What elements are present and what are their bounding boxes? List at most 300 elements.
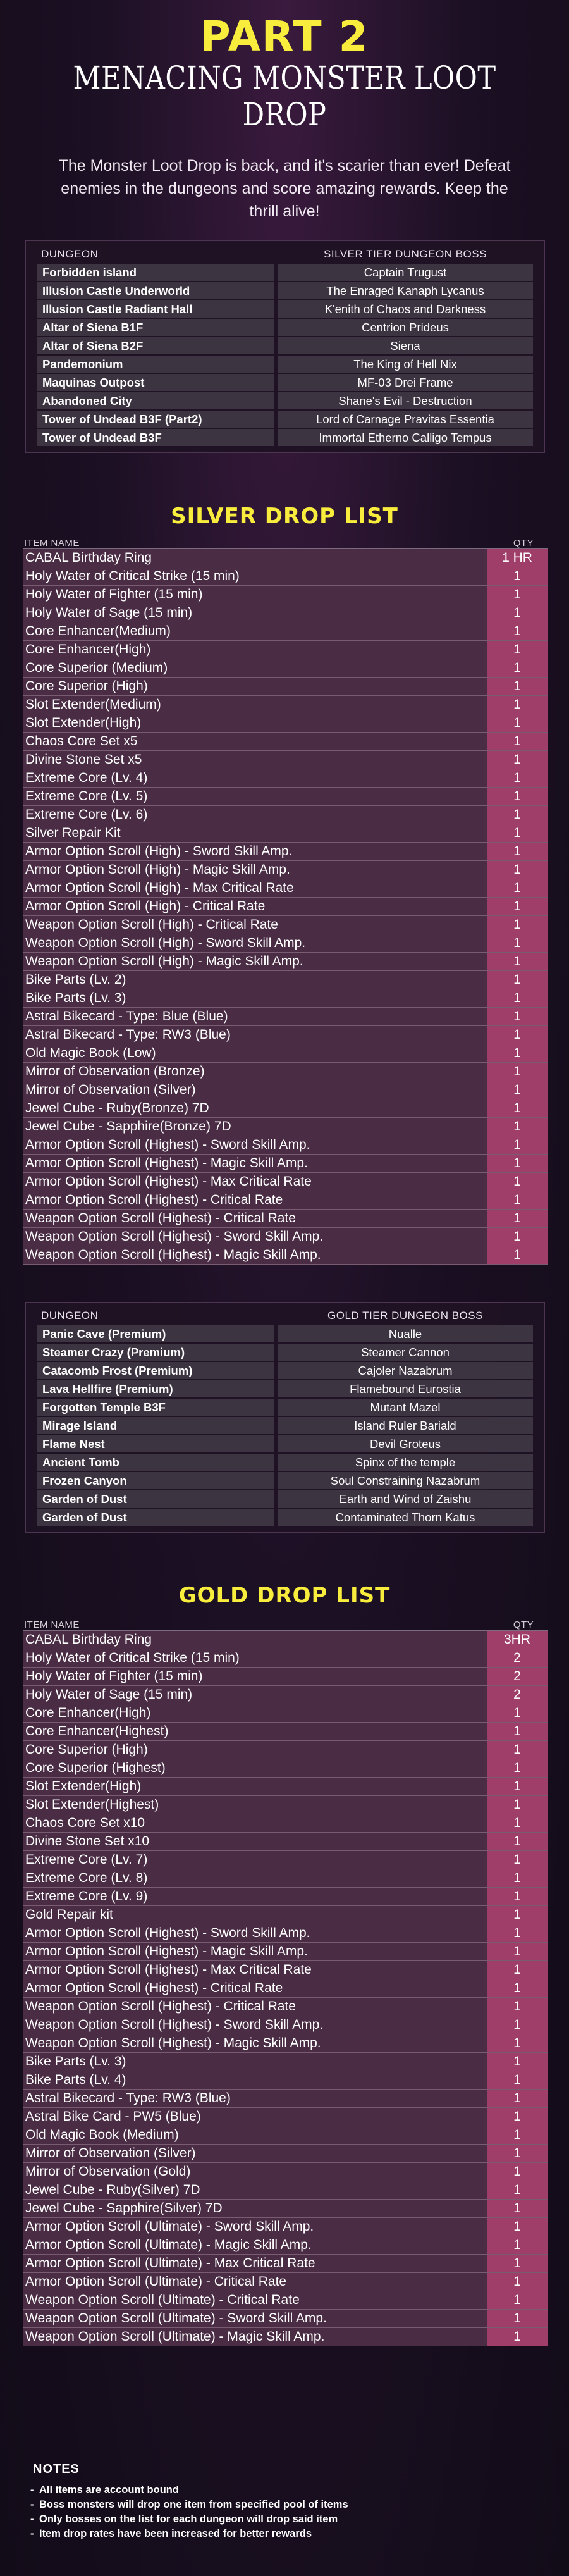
item-qty: 2	[487, 1668, 548, 1685]
item-name: Armor Option Scroll (Ultimate) - Max Critical Rate	[25, 2256, 315, 2270]
drop-item-row	[23, 604, 548, 622]
dungeon-name: Lava Hellfire (Premium)	[37, 1380, 274, 1397]
item-name: Gold Repair kit	[25, 1907, 113, 1922]
item-name: Chaos Core Set x10	[25, 1816, 145, 1830]
drop-item-row	[23, 1099, 548, 1118]
item-name: Core Enhancer(Highest)	[25, 1724, 169, 1738]
drop-item-row	[23, 2145, 548, 2163]
drop-item-row	[23, 1631, 548, 1649]
boss-row	[37, 1509, 533, 1526]
boss-row	[37, 429, 533, 446]
dungeon-column-header: DUNGEON	[41, 248, 99, 260]
boss-row	[37, 356, 533, 373]
boss-row	[37, 1380, 533, 1397]
item-qty: 1	[487, 714, 548, 732]
item-name: Armor Option Scroll (Ultimate) - Sword Skill Amp.	[25, 2219, 314, 2234]
dungeon-name: Catacomb Frost (Premium)	[37, 1362, 274, 1379]
note-item: - Item drop rates have been increased for better rewards	[33, 2527, 539, 2541]
item-qty: 1	[487, 1704, 548, 1722]
drop-item-row	[23, 1869, 548, 1888]
item-name: Armor Option Scroll (High) - Sword Skill Amp.	[25, 844, 293, 858]
drop-item-row	[23, 2255, 548, 2273]
boss-name: MF-03 Drei Frame	[278, 374, 533, 391]
boss-row	[37, 264, 533, 281]
item-name: Armor Option Scroll (Highest) - Critical Rate	[25, 1192, 283, 1207]
item-qty: 1	[487, 1759, 548, 1777]
boss-row	[37, 411, 533, 428]
dungeon-name: Flame Nest	[37, 1435, 274, 1452]
item-name: Chaos Core Set x5	[25, 734, 138, 748]
item-qty: 1	[487, 1851, 548, 1869]
item-name: Core Superior (Medium)	[25, 660, 168, 675]
intro-text: The Monster Loot Drop is back, and it's scarier than ever! Defeat enemies in the dungeons and score amazing rewards. Keep the thrill alive!	[58, 157, 511, 220]
drop-item-row	[23, 1246, 548, 1265]
item-name: Mirror of Observation (Gold)	[25, 2164, 191, 2179]
item-name: Old Magic Book (Low)	[25, 1046, 156, 1060]
gold-boss-table	[25, 1302, 545, 1533]
boss-name: Lord of Carnage Pravitas Essentia	[278, 411, 533, 428]
item-qty: 1	[487, 2273, 548, 2291]
drop-item-row	[23, 2126, 548, 2145]
item-name: Slot Extender(High)	[25, 1779, 142, 1793]
item-name: Astral Bikecard - Type: RW3 (Blue)	[25, 1027, 231, 1042]
dungeon-name: Forgotten Temple B3F	[37, 1399, 274, 1416]
dungeon-name: Mirage Island	[37, 1417, 274, 1434]
drop-item-row	[23, 1906, 548, 1924]
item-qty: 1	[487, 2126, 548, 2144]
drop-item-row	[23, 659, 548, 678]
drop-item-row	[23, 1943, 548, 1961]
item-name: Armor Option Scroll (Highest) - Sword Skill Amp.	[25, 1137, 310, 1152]
item-qty: 1	[487, 2090, 548, 2107]
drop-item-row	[23, 714, 548, 733]
item-name: Divine Stone Set x5	[25, 752, 142, 767]
item-qty: 1	[487, 641, 548, 659]
drop-item-row	[23, 916, 548, 934]
item-name: Bike Parts (Lv. 3)	[25, 991, 126, 1005]
drop-item-row	[23, 1686, 548, 1704]
item-qty: 1	[487, 1961, 548, 1979]
drop-item-row	[23, 1118, 548, 1136]
boss-name: Earth and Wind of Zaishu	[278, 1490, 533, 1508]
item-name: Weapon Option Scroll (Ultimate) - Critical Rate	[25, 2293, 300, 2307]
boss-name: Soul Constraining Nazabrum	[278, 1472, 533, 1489]
drop-item-row	[23, 953, 548, 971]
dungeon-name: Panic Cave (Premium)	[37, 1325, 274, 1342]
boss-row	[37, 1362, 533, 1379]
header	[0, 0, 569, 223]
item-name: Weapon Option Scroll (High) - Sword Skill Amp.	[25, 936, 306, 950]
item-qty: 1	[487, 1869, 548, 1887]
dungeon-name: Garden of Dust	[37, 1490, 274, 1508]
drop-item-row	[23, 2163, 548, 2181]
item-qty: 1	[487, 1924, 548, 1942]
item-qty: 1	[487, 1796, 548, 1814]
item-qty: 1	[487, 971, 548, 989]
drop-item-row	[23, 1851, 548, 1869]
item-qty: 1	[487, 751, 548, 769]
item-qty: 1	[487, 879, 548, 897]
dungeon-name: Altar of Siena B1F	[37, 319, 274, 336]
drop-item-row	[23, 733, 548, 751]
drop-item-row	[23, 2053, 548, 2071]
boss-row	[37, 1472, 533, 1489]
drop-item-row	[23, 586, 548, 604]
drop-item-row	[23, 1924, 548, 1943]
item-name: Weapon Option Scroll (High) - Magic Skill Amp.	[25, 954, 303, 969]
item-qty: 1	[487, 1833, 548, 1850]
item-name: Holy Water of Critical Strike (15 min)	[25, 569, 240, 583]
item-qty: 1	[487, 2328, 548, 2346]
item-qty: 1	[487, 2108, 548, 2126]
drop-item-row	[23, 1008, 548, 1026]
drop-item-row	[23, 2090, 548, 2108]
item-qty: 1	[487, 622, 548, 640]
item-qty: 1	[487, 2163, 548, 2181]
drop-item-row	[23, 2034, 548, 2053]
item-name: Weapon Option Scroll (Highest) - Critical Rate	[25, 1999, 296, 2014]
dungeon-name: Steamer Crazy (Premium)	[37, 1344, 274, 1361]
drop-item-row	[23, 678, 548, 696]
item-qty: 1	[487, 1008, 548, 1025]
drop-item-row	[23, 1888, 548, 1906]
item-qty: 1	[487, 1155, 548, 1172]
drop-item-row	[23, 971, 548, 989]
item-name: Holy Water of Fighter (15 min)	[25, 1669, 203, 1683]
drop-item-row	[23, 879, 548, 898]
dungeon-name: Pandemonium	[37, 356, 274, 373]
note-item: - Boss monsters will drop one item from specified pool of items	[33, 2498, 539, 2512]
drop-item-row	[23, 1704, 548, 1723]
item-name: Extreme Core (Lv. 7)	[25, 1852, 148, 1867]
boss-row	[37, 282, 533, 299]
drop-item-row	[23, 1961, 548, 1979]
dungeon-name: Frozen Canyon	[37, 1472, 274, 1489]
item-name: Astral Bikecard - Type: RW3 (Blue)	[25, 2091, 231, 2105]
item-name: Armor Option Scroll (Highest) - Magic Skill Amp.	[25, 1944, 308, 1959]
item-qty: 1	[487, 2255, 548, 2272]
gold-drop-title: GOLD DROP LIST	[178, 1583, 391, 1608]
item-name: Jewel Cube - Sapphire(Bronze) 7D	[25, 1119, 231, 1134]
drop-item-row	[23, 1210, 548, 1228]
item-name: Holy Water of Sage (15 min)	[25, 605, 193, 620]
boss-row	[37, 392, 533, 409]
item-name: Armor Option Scroll (Highest) - Max Critical Rate	[25, 1174, 312, 1189]
drop-item-row	[23, 1998, 548, 2016]
item-name: Mirror of Observation (Bronze)	[25, 1064, 205, 1079]
boss-row	[37, 319, 533, 336]
gold-drop-list	[23, 1619, 548, 2346]
drop-item-row	[23, 2291, 548, 2310]
boss-row	[37, 1344, 533, 1361]
item-name: Extreme Core (Lv. 6)	[25, 807, 148, 822]
boss-row	[37, 374, 533, 391]
item-name: Weapon Option Scroll (Highest) - Sword Skill Amp.	[25, 1229, 324, 1244]
boss-row	[37, 1490, 533, 1508]
item-qty: 1	[487, 1173, 548, 1191]
drop-item-row	[23, 989, 548, 1008]
drop-item-row	[23, 567, 548, 586]
table-header	[23, 538, 548, 549]
item-qty: 1	[487, 567, 548, 585]
item-name: Armor Option Scroll (Ultimate) - Critical Rate	[25, 2274, 287, 2289]
item-name: Armor Option Scroll (High) - Critical Rate	[25, 899, 266, 913]
drop-item-row	[23, 2273, 548, 2291]
boss-name: Nualle	[278, 1325, 533, 1342]
drop-item-row	[23, 2310, 548, 2328]
item-name: Core Enhancer(Medium)	[25, 624, 171, 638]
item-qty: 1	[487, 2236, 548, 2254]
boss-column-header: SILVER TIER DUNGEON BOSS	[324, 248, 487, 260]
item-qty: 3HR	[487, 1631, 548, 1649]
boss-name: Siena	[278, 337, 533, 354]
item-name: Slot Extender(Highest)	[25, 1797, 159, 1812]
item-qty: 1	[487, 1063, 548, 1081]
item-name-header: ITEM NAME	[24, 1619, 80, 1630]
item-name: Weapon Option Scroll (Ultimate) - Sword Skill Amp.	[25, 2311, 327, 2325]
item-name: Silver Repair Kit	[25, 826, 121, 840]
item-name: Jewel Cube - Ruby(Silver) 7D	[25, 2183, 200, 2197]
item-name: Core Superior (High)	[25, 1742, 148, 1757]
drop-item-row	[23, 2016, 548, 2034]
item-qty: 1	[487, 843, 548, 860]
item-name: Astral Bike Card - PW5 (Blue)	[25, 2109, 201, 2124]
item-qty: 1	[487, 1906, 548, 1924]
boss-name: The Enraged Kanaph Lycanus	[278, 282, 533, 299]
drop-item-row	[23, 2200, 548, 2218]
drop-item-row	[23, 751, 548, 769]
boss-column-header: GOLD TIER DUNGEON BOSS	[327, 1310, 483, 1322]
item-qty: 1	[487, 1943, 548, 1960]
item-qty: 1	[487, 2218, 548, 2236]
item-qty: 1	[487, 953, 548, 970]
item-qty: 1	[487, 2145, 548, 2162]
item-qty: 1	[487, 1210, 548, 1227]
note-item: - All items are account bound	[33, 2483, 539, 2498]
item-name: CABAL Birthday Ring	[25, 1632, 152, 1647]
item-name: Armor Option Scroll (Highest) - Sword Skill Amp.	[25, 1926, 310, 1940]
dungeon-name: Altar of Siena B2F	[37, 337, 274, 354]
drop-item-row	[23, 1979, 548, 1998]
drop-item-row	[23, 2236, 548, 2255]
drop-item-row	[23, 1155, 548, 1173]
item-name: Extreme Core (Lv. 4)	[25, 771, 148, 785]
drop-item-row	[23, 1796, 548, 1814]
silver-drop-list	[23, 538, 548, 1265]
item-qty: 1	[487, 1136, 548, 1154]
item-qty: 1	[487, 1099, 548, 1117]
item-qty: 1	[487, 586, 548, 604]
drop-item-row	[23, 1759, 548, 1778]
item-qty: 1	[487, 1723, 548, 1740]
item-name: Weapon Option Scroll (Highest) - Sword Skill Amp.	[25, 2017, 324, 2032]
dungeon-name: Tower of Undead B3F	[37, 429, 274, 446]
item-qty: 1	[487, 1814, 548, 1832]
dungeon-name: Illusion Castle Underworld	[37, 282, 274, 299]
item-qty: 1	[487, 2053, 548, 2071]
table-header	[37, 246, 533, 263]
table-header	[23, 1619, 548, 1631]
drop-item-row	[23, 1191, 548, 1210]
drop-item-row	[23, 1833, 548, 1851]
drop-item-row	[23, 1228, 548, 1246]
qty-header: QTY	[513, 1619, 534, 1630]
drop-item-row	[23, 1741, 548, 1759]
item-name: Old Magic Book (Medium)	[25, 2127, 179, 2142]
item-name: Slot Extender(Medium)	[25, 697, 161, 712]
boss-name: Centrion Prideus	[278, 319, 533, 336]
drop-item-row	[23, 861, 548, 879]
boss-row	[37, 1435, 533, 1452]
boss-name: Spinx of the temple	[278, 1454, 533, 1471]
item-name: Armor Option Scroll (High) - Max Critical Rate	[25, 881, 294, 895]
drop-item-row	[23, 622, 548, 641]
item-qty: 1	[487, 806, 548, 824]
drop-item-row	[23, 1173, 548, 1191]
item-qty: 1	[487, 2200, 548, 2217]
drop-item-row	[23, 1649, 548, 1668]
drop-item-row	[23, 1044, 548, 1063]
drop-item-row	[23, 843, 548, 861]
item-name: Bike Parts (Lv. 3)	[25, 2054, 126, 2069]
boss-row	[37, 300, 533, 318]
dungeon-name: Tower of Undead B3F (Part2)	[37, 411, 274, 428]
boss-row	[37, 1399, 533, 1416]
item-qty: 1	[487, 1081, 548, 1099]
drop-item-row	[23, 696, 548, 714]
drop-item-row	[23, 806, 548, 824]
item-qty: 1	[487, 1118, 548, 1136]
item-qty: 1	[487, 1741, 548, 1759]
dungeon-column-header: DUNGEON	[41, 1310, 99, 1322]
item-qty: 1	[487, 1191, 548, 1209]
drop-item-row	[23, 934, 548, 953]
boss-name: Steamer Cannon	[278, 1344, 533, 1361]
silver-boss-table	[25, 240, 545, 453]
item-qty: 1	[487, 604, 548, 622]
item-name: Bike Parts (Lv. 4)	[25, 2072, 126, 2087]
item-qty: 1	[487, 1888, 548, 1905]
boss-name: K'enith of Chaos and Darkness	[278, 300, 533, 318]
drop-item-row	[23, 2181, 548, 2200]
boss-name: Contaminated Thorn Katus	[278, 1509, 533, 1526]
item-name: Extreme Core (Lv. 5)	[25, 789, 148, 803]
item-name: Bike Parts (Lv. 2)	[25, 972, 126, 987]
item-qty: 1	[487, 1246, 548, 1264]
drop-item-row	[23, 1063, 548, 1081]
item-qty: 1	[487, 898, 548, 915]
item-name: Weapon Option Scroll (High) - Critical Rate	[25, 917, 278, 932]
notes-list	[33, 2483, 539, 2541]
drop-item-row	[23, 2071, 548, 2090]
drop-item-row	[23, 2328, 548, 2346]
item-qty: 1	[487, 659, 548, 677]
boss-row	[37, 337, 533, 354]
item-qty: 1	[487, 2016, 548, 2034]
item-name: Armor Option Scroll (Highest) - Max Critical Rate	[25, 1962, 312, 1977]
item-name: Jewel Cube - Ruby(Bronze) 7D	[25, 1101, 209, 1115]
drop-item-row	[23, 2218, 548, 2236]
silver-drop-title: SILVER DROP LIST	[171, 504, 398, 529]
item-qty: 1	[487, 1044, 548, 1062]
boss-name: Shane's Evil - Destruction	[278, 392, 533, 409]
item-name: Weapon Option Scroll (Highest) - Critical Rate	[25, 1211, 296, 1225]
dungeon-name: Forbidden island	[37, 264, 274, 281]
drop-item-row	[23, 769, 548, 788]
dungeon-name: Garden of Dust	[37, 1509, 274, 1526]
drop-item-row	[23, 1814, 548, 1833]
drop-item-row	[23, 1778, 548, 1796]
drop-item-row	[23, 788, 548, 806]
table-header	[37, 1308, 533, 1324]
item-qty: 2	[487, 1649, 548, 1667]
item-name: Core Enhancer(High)	[25, 1706, 151, 1720]
boss-name: Immortal Etherno Calligo Tempus	[278, 429, 533, 446]
dungeon-name: Abandoned City	[37, 392, 274, 409]
boss-name: Captain Trugust	[278, 264, 533, 281]
item-name: Core Enhancer(High)	[25, 642, 151, 657]
item-name: CABAL Birthday Ring	[25, 550, 152, 565]
dungeon-name: Ancient Tomb	[37, 1454, 274, 1471]
item-qty: 1	[487, 696, 548, 714]
boss-row	[37, 1325, 533, 1342]
item-qty: 1	[487, 1778, 548, 1795]
part-title: PART 2	[200, 12, 369, 61]
drop-item-row	[23, 1026, 548, 1044]
qty-header: QTY	[513, 538, 534, 548]
item-name: Astral Bikecard - Type: Blue (Blue)	[25, 1009, 228, 1024]
item-name: Weapon Option Scroll (Highest) - Magic Skill Amp.	[25, 1248, 321, 1262]
item-qty: 1	[487, 989, 548, 1007]
item-qty: 1	[487, 1998, 548, 2016]
item-qty: 1	[487, 1228, 548, 1246]
drop-item-row	[23, 1136, 548, 1155]
item-name: Slot Extender(High)	[25, 715, 142, 730]
item-qty: 1	[487, 2034, 548, 2052]
boss-name: Cajoler Nazabrum	[278, 1362, 533, 1379]
boss-name: Flamebound Eurostia	[278, 1380, 533, 1397]
item-name: Armor Option Scroll (Ultimate) - Magic Skill Amp.	[25, 2238, 312, 2252]
item-name: Holy Water of Critical Strike (15 min)	[25, 1650, 240, 1665]
item-qty: 1	[487, 1979, 548, 1997]
drop-item-row	[23, 1668, 548, 1686]
notes-section	[33, 2462, 539, 2541]
item-name-header: ITEM NAME	[24, 538, 80, 548]
drop-item-row	[23, 641, 548, 659]
item-name: Divine Stone Set x10	[25, 1834, 150, 1848]
item-name: Jewel Cube - Sapphire(Silver) 7D	[25, 2201, 223, 2215]
drop-item-row	[23, 1723, 548, 1741]
drop-item-row	[23, 1081, 548, 1099]
item-name: Extreme Core (Lv. 8)	[25, 1871, 148, 1885]
item-qty: 1	[487, 861, 548, 879]
item-qty: 1	[487, 934, 548, 952]
item-qty: 2	[487, 1686, 548, 1704]
dungeon-name: Maquinas Outpost	[37, 374, 274, 391]
item-name: Weapon Option Scroll (Highest) - Magic Skill Amp.	[25, 2036, 321, 2050]
page-title: MENACING MONSTER LOOT DROP	[73, 59, 496, 133]
item-name: Holy Water of Sage (15 min)	[25, 1687, 193, 1702]
note-item: - Only bosses on the list for each dungeon will drop said item	[33, 2512, 539, 2527]
item-qty: 1	[487, 733, 548, 750]
item-name: Armor Option Scroll (High) - Magic Skill Amp.	[25, 862, 290, 877]
drop-item-row	[23, 898, 548, 916]
boss-name: The King of Hell Nix	[278, 356, 533, 373]
item-qty: 1	[487, 2291, 548, 2309]
item-name: Mirror of Observation (Silver)	[25, 1082, 196, 1097]
item-qty: 1	[487, 788, 548, 805]
item-name: Armor Option Scroll (Highest) - Critical Rate	[25, 1981, 283, 1995]
